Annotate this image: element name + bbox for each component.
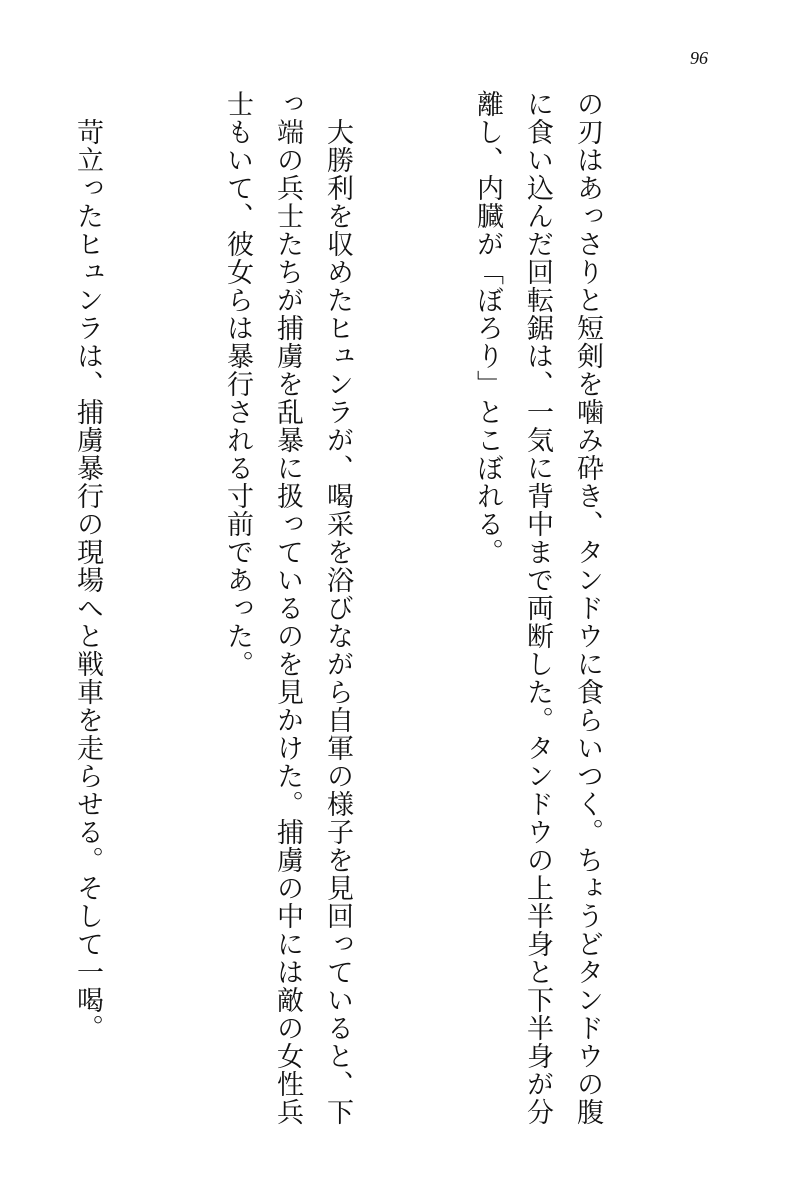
page-number: 96 xyxy=(690,48,708,68)
paragraph: の刃はあっさりと短剣を噛み砕き、タンドウに食らいつく。ちょうどタンドウの腹に食い込んだ回転鋸は、一気に背中まで両断した。タンドウの上半身と下半身が分離し、内臓が「ぼろり」とこぼれる。 xyxy=(472,90,603,1126)
paragraph: 大勝利を収めたヒュンラが、喝采を浴びながら自軍の様子を見回っていると、下っ端の兵士たちが捕虜を乱暴に扱っているのを見かけた。捕虜の中には敵の女性兵士もいて、彼女らは暴行される寸前であった。 xyxy=(222,90,353,1126)
body-text xyxy=(0,90,712,1150)
paragraph: 苛立ったヒュンラは、捕虜暴行の現場へと戦車を走らせる。そして一喝。 xyxy=(72,90,103,1042)
